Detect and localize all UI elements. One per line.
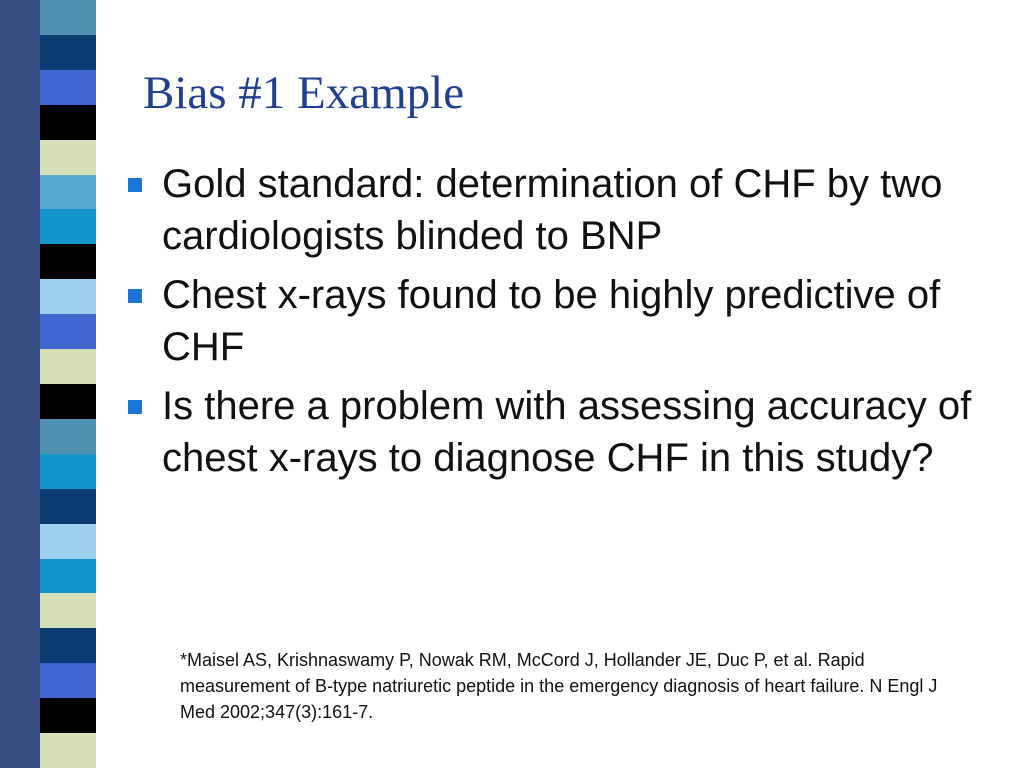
square-bullet-icon (128, 289, 142, 303)
strip-block (40, 175, 96, 210)
strip-block (40, 349, 96, 384)
strip-block (40, 733, 96, 768)
bullet-list (128, 158, 988, 491)
strip-block (40, 0, 96, 35)
citation: *Maisel AS, Krishnaswamy P, Nowak RM, McCord J, Hollander JE, Duc P, et al. Rapid measurement of B-type natriuretic peptide in the emergency diagnosis of heart failure. N Engl J Med 2002;347(3):161-7. (180, 650, 938, 722)
strip-block (40, 209, 96, 244)
strip-block (40, 489, 96, 524)
strip-block (40, 279, 96, 314)
strip-block (40, 384, 96, 419)
bullet-item (128, 380, 988, 484)
strip-block (40, 593, 96, 628)
strip-block (40, 559, 96, 594)
strip-block (40, 628, 96, 663)
strip-block (40, 244, 96, 279)
strip-block (40, 70, 96, 105)
strip-block (40, 698, 96, 733)
strip-blocks (40, 0, 96, 768)
strip-block (40, 314, 96, 349)
strip-block (40, 524, 96, 559)
strip-edge (0, 0, 40, 768)
strip-block (40, 105, 96, 140)
bullet-text: Chest x-rays found to be highly predictive of CHF (162, 273, 941, 369)
strip-block (40, 663, 96, 698)
square-bullet-icon (128, 178, 142, 192)
slide-title: Bias #1 Example (143, 67, 465, 119)
square-bullet-icon (128, 400, 142, 414)
strip-block (40, 140, 96, 175)
bullet-item (128, 269, 988, 373)
bullet-item (128, 158, 988, 262)
bullet-text: Gold standard: determination of CHF by two cardiologists blinded to BNP (162, 162, 943, 258)
strip-block (40, 419, 96, 454)
bullet-text: Is there a problem with assessing accuracy of chest x-rays to diagnose CHF in this study? (162, 384, 972, 480)
strip-block (40, 454, 96, 489)
strip-block (40, 35, 96, 70)
decorative-color-strip (0, 0, 118, 768)
